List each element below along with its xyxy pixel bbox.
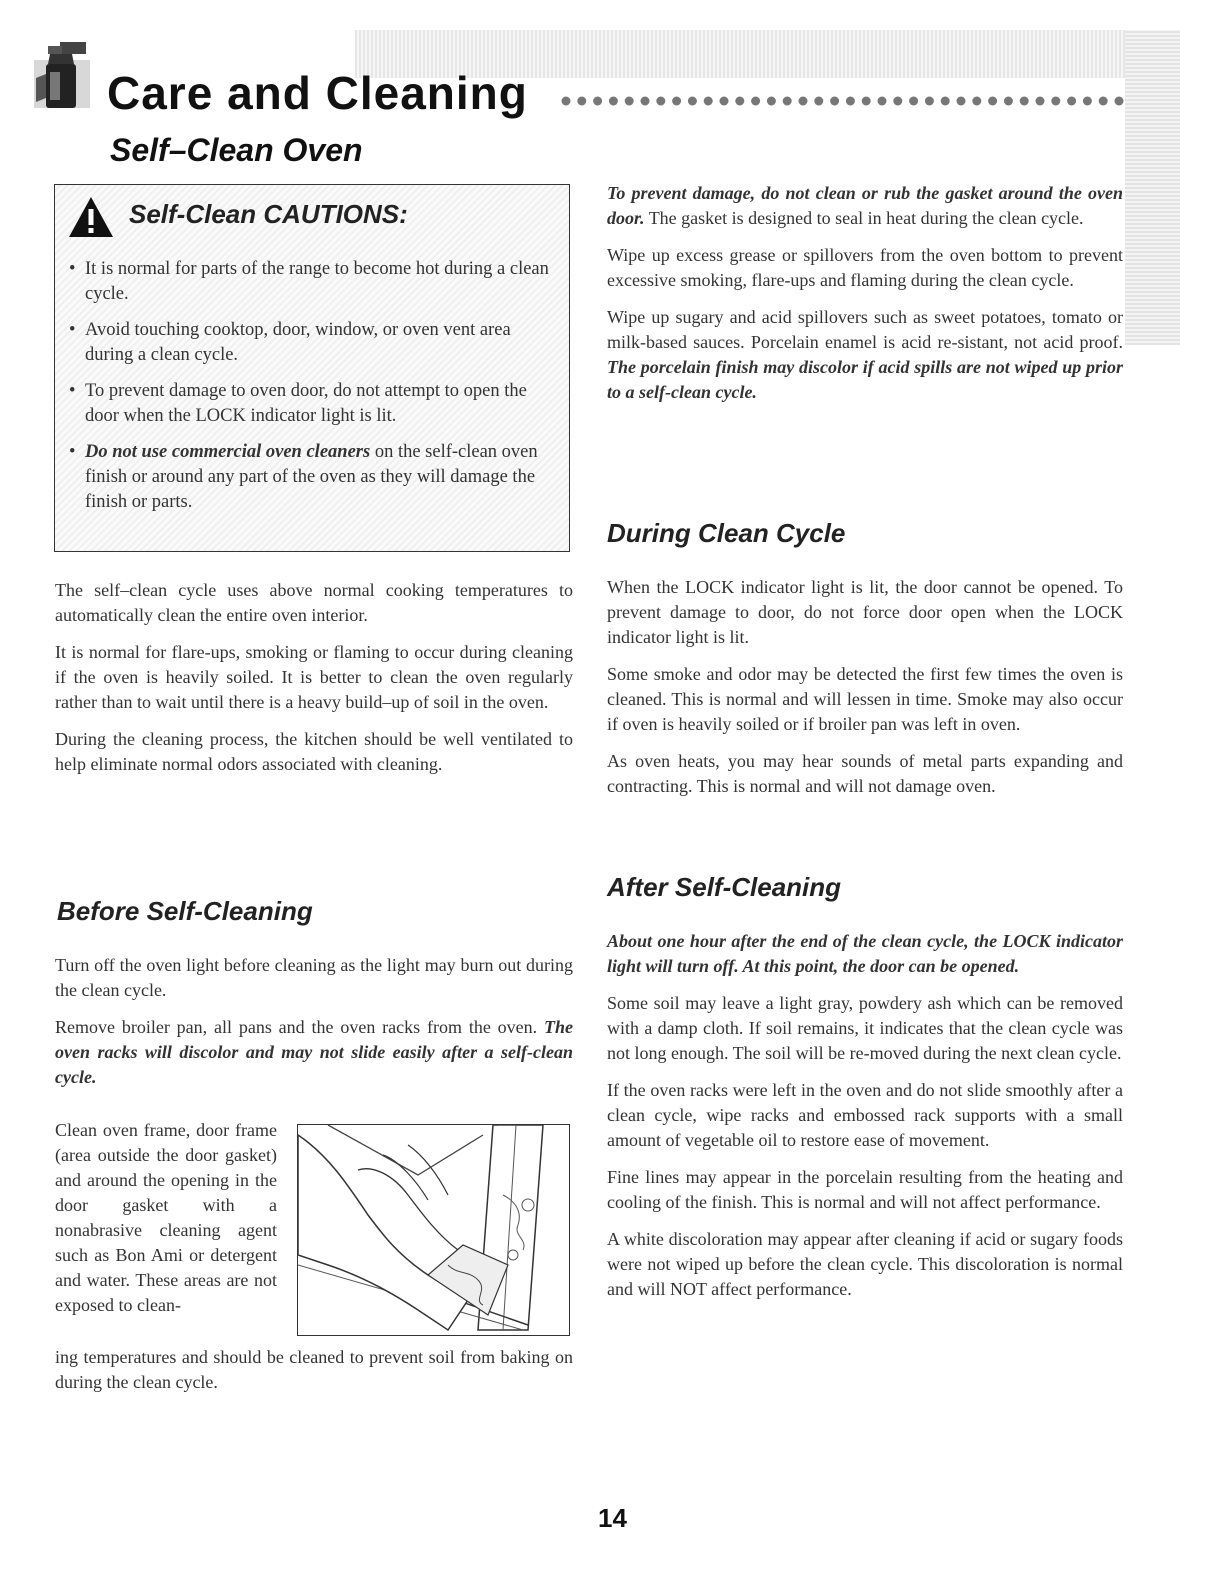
leader-dot [1099,97,1108,106]
paragraph: As oven heats, you may hear sounds of metal parts expanding and contracting. This is normal and will not damage oven. [607,751,1123,796]
leader-dot [1020,97,1029,106]
leader-dot [767,97,776,106]
paragraph: If the oven racks were left in the oven and do not slide smoothly after a clean cycle, wipe racks and embossed rack supports with a small amount of vegetable oil to restore ease of movement. [607,1080,1123,1150]
leader-dot [799,97,808,106]
leader-dot [988,97,997,106]
side-band [1125,30,1180,345]
paragraph: Remove broiler pan, all pans and the oven racks from the oven. The oven racks will discolor and may not slide easily after a self-clean cycle. [55,1017,573,1087]
leader-dot [862,97,871,106]
leader-dot [1004,97,1013,106]
leader-dot [1115,97,1124,106]
page-number: 14 [598,1503,627,1533]
paragraph: It is normal for flare-ups, smoking or flaming to occur during cleaning if the oven is heavily soiled. It is better to clean the oven regularly rather than to wait until there is a heavy build–up of soil in the oven. [55,642,573,712]
caution-list [69,257,561,526]
hand-cleaning-door-frame-illustration [297,1124,570,1336]
paragraph: To prevent damage, do not clean or rub the gasket around the oven door. The gasket is designed to seal in heat during the clean cycle. [607,183,1123,228]
leader-dot [656,97,665,106]
before-wrap-continuation [55,1345,573,1407]
caution-item: • To prevent damage to oven door, do not attempt to open the door when the LOCK indicator light is lit. [69,381,527,426]
paragraph: Turn off the oven light before cleaning as the light may burn out during the clean cycle. [55,955,573,1000]
caution-box [54,184,570,552]
leader-dot [704,97,713,106]
spray-bottle-icon [32,38,92,110]
leader-dot [1067,97,1076,106]
paragraph: The self–clean cycle uses above normal cooking temperatures to automatically clean the entire oven interior. [55,580,573,625]
paragraph: ing temperatures and should be cleaned to prevent soil from baking on during the clean cycle. [55,1347,573,1392]
paragraph: Some soil may leave a light gray, powdery ash which can be removed with a damp cloth. If soil remains, it indicates that the clean cycle was not long enough. The soil will be re-moved during the next clean cycle. [607,993,1123,1063]
heading-during-clean-cycle: During Clean Cycle [607,518,846,548]
caution-item: • Do not use commercial oven cleaners on the self-clean oven finish or around any part of the oven as they will damage the finish or parts. [69,442,538,512]
paragraph: Clean oven frame, door frame (area outside the door gasket) and around the opening in the door gasket with a nonabrasive cleaning agent such as Bon Ami or detergent and water. These areas are not exposed to clean- [55,1120,277,1315]
dotted-leader [560,92,1130,110]
paragraph: Wipe up excess grease or spillovers from the oven bottom to prevent excessive smoking, flare-ups and flaming during the clean cycle. [607,245,1123,290]
leader-dot [609,97,618,106]
during-paragraphs [607,575,1123,811]
caution-title: Self-Clean CAUTIONS: [129,199,408,229]
paragraph: Fine lines may appear in the porcelain resulting from the heating and cooling of the finish. This is normal and will not affect performance. [607,1167,1123,1212]
leader-dot [957,97,966,106]
left-intro [55,578,573,789]
leader-dot [641,97,650,106]
leader-dot [846,97,855,106]
leader-dot [814,97,823,106]
leader-dot [1083,97,1092,106]
leader-dot [625,97,634,106]
leader-dot [1051,97,1060,106]
paragraph: About one hour after the end of the clean cycle, the LOCK indicator light will turn off. At this point, the door can be opened. [607,931,1123,976]
paragraph: When the LOCK indicator light is lit, the door cannot be opened. To prevent damage to door, do not force door open when the LOCK indicator light is lit. [607,577,1123,647]
leader-dot [941,97,950,106]
leader-dot [562,97,571,106]
leader-dot [577,97,586,106]
leader-dot [893,97,902,106]
leader-dot [972,97,981,106]
leader-dot [925,97,934,106]
right-top [607,181,1123,417]
caution-item: • It is normal for parts of the range to become hot during a clean cycle. [69,259,549,304]
paragraph: A white discoloration may appear after cleaning if acid or sugary foods were not wiped up before the clean cycle. This discoloration is normal and will NOT affect performance. [607,1229,1123,1299]
caution-item: • Avoid touching cooktop, door, window, or oven vent area during a clean cycle. [69,320,511,365]
leader-dot [735,97,744,106]
leader-dot [909,97,918,106]
before-paragraphs [55,953,573,1102]
section-title: Self–Clean Oven [110,132,363,168]
warning-triangle-icon [67,195,115,239]
heading-before-self-cleaning: Before Self-Cleaning [57,896,313,926]
leader-dot [751,97,760,106]
after-paragraphs [607,929,1123,1314]
before-wrap-text [55,1118,277,1330]
paragraph: Some smoke and odor may be detected the first few times the oven is cleaned. This is normal and will lessen in time. Smoke may also occur if oven is heavily soiled or if broiler pan was left in oven. [607,664,1123,734]
leader-dot [783,97,792,106]
leader-dot [830,97,839,106]
leader-dot [688,97,697,106]
leader-dot [672,97,681,106]
heading-after-self-cleaning: After Self-Cleaning [607,872,842,902]
leader-dot [878,97,887,106]
leader-dot [593,97,602,106]
leader-dot [1036,97,1045,106]
page-title: Care and Cleaning [107,67,528,119]
leader-dot [720,97,729,106]
paragraph: During the cleaning process, the kitchen should be well ventilated to help eliminate normal odors associated with cleaning. [55,729,573,774]
paragraph: Wipe up sugary and acid spillovers such as sweet potatoes, tomato or milk-based sauces. Porcelain enamel is acid re-sistant, not acid proof. The porcelain finish may discolor if acid spills are not wiped up prior to a self-clean cycle. [607,307,1123,402]
